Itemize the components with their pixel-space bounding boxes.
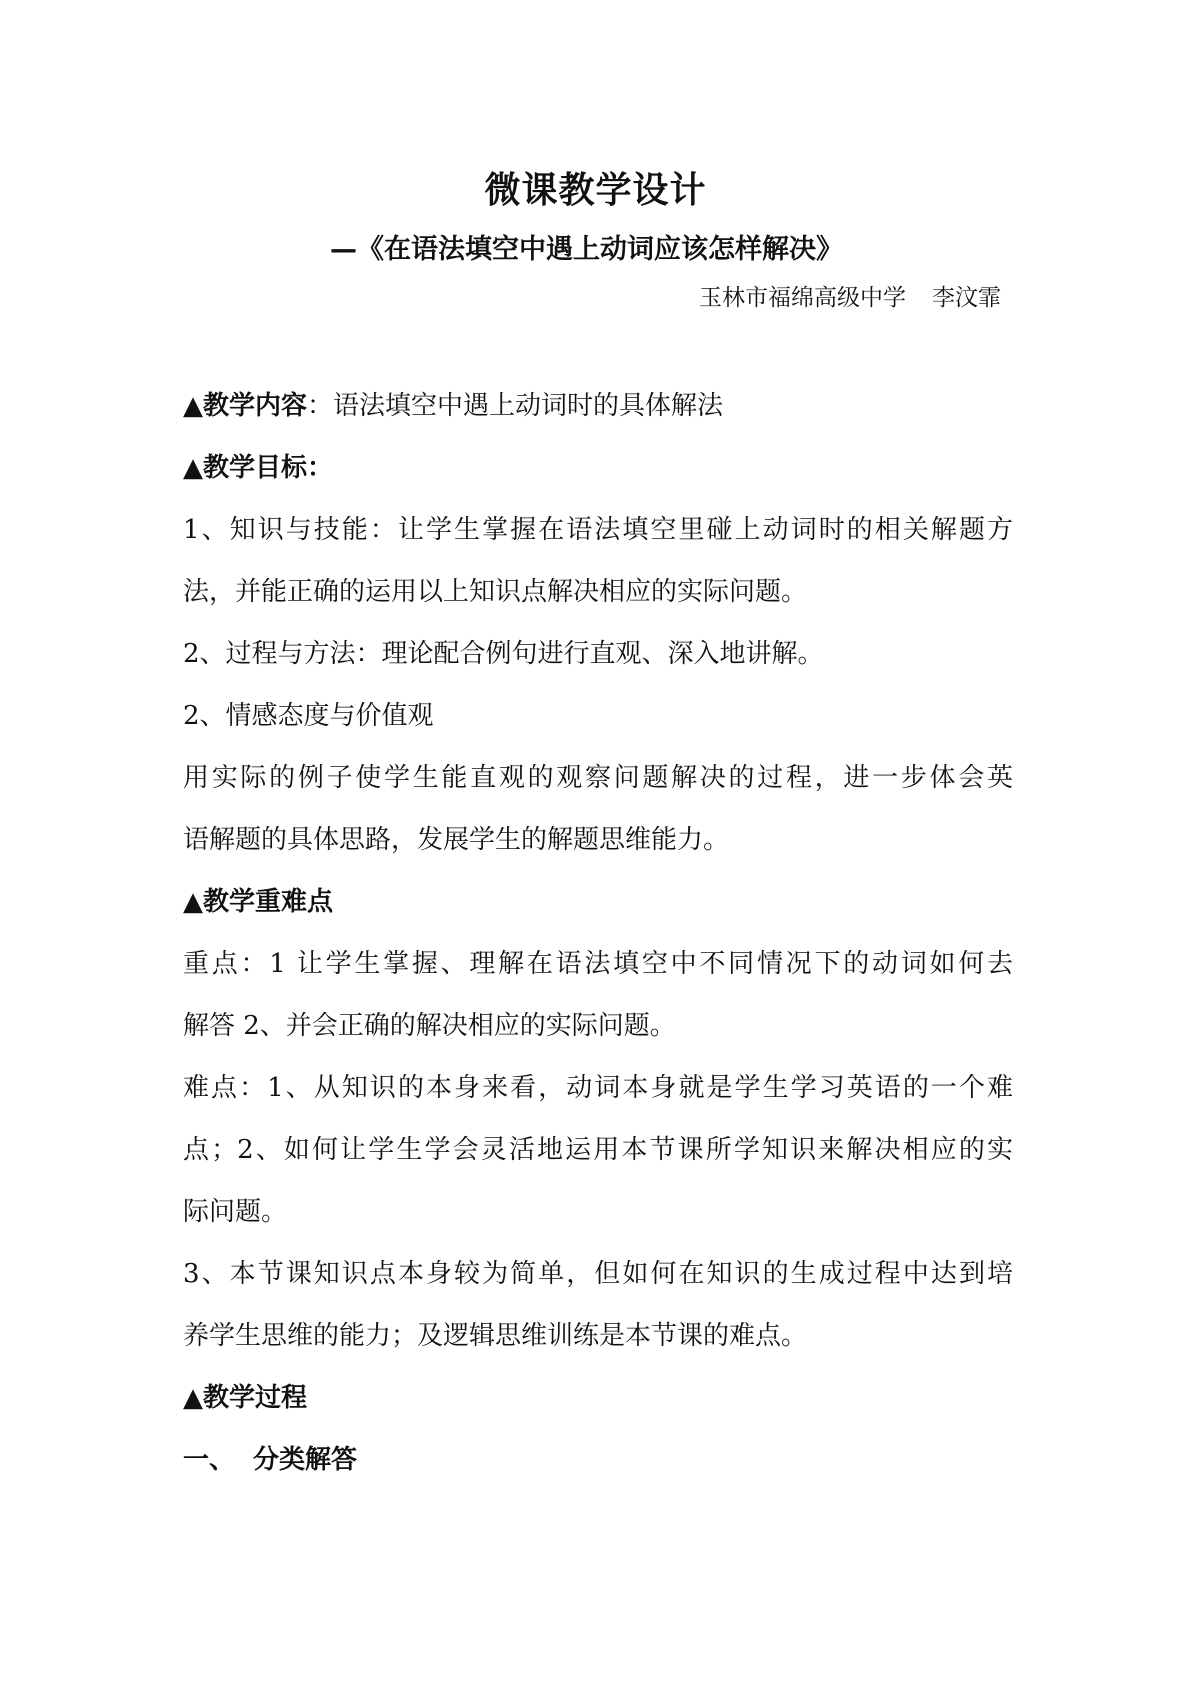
triangle-bullet-icon: ▲ <box>183 1383 203 1413</box>
teaching-content-colon: ： <box>307 391 334 421</box>
key-points-heading-line <box>183 884 1013 946</box>
key-points-heading: 教学重难点 <box>203 887 334 917</box>
triangle-bullet-icon: ▲ <box>183 887 203 917</box>
teaching-objectives-heading-line <box>183 450 1013 512</box>
process-subsection-heading-line <box>183 1442 1013 1504</box>
document-subtitle: —《在语法填空中遇上动词应该怎样解决》 <box>330 234 843 265</box>
difficulty-line-1: 难点：1、从知识的本身来看，动词本身就是学生学习英语的一个难 <box>183 1073 1013 1103</box>
teaching-process-heading: 教学过程 <box>203 1383 308 1413</box>
difficulty-line-3: 际问题。 <box>183 1197 288 1227</box>
document-body <box>183 388 1013 1504</box>
key-point-line-2: 解答 2、并会正确的解决相应的实际问题。 <box>183 1011 676 1041</box>
objective-2: 2、过程与方法：理论配合例句进行直观、深入地讲解。 <box>183 639 824 669</box>
objective-3-title: 2、情感态度与价值观 <box>183 701 434 731</box>
objective-3-line-2: 语解题的具体思路，发展学生的解题思维能力。 <box>183 825 730 855</box>
author-name: 李汶霏 <box>932 285 1001 311</box>
teaching-process-heading-line <box>183 1380 1013 1442</box>
objective-3-line-1: 用实际的例子使学生能直观的观察问题解决的过程，进一步体会英 <box>183 763 1013 793</box>
difficulty-item-3-line-2: 养学生思维的能力；及逻辑思维训练是本节课的难点。 <box>183 1321 808 1351</box>
author-school: 玉林市福绵高级中学 <box>699 285 906 311</box>
triangle-bullet-icon: ▲ <box>183 391 203 421</box>
teaching-content-line <box>183 388 1013 450</box>
objective-1-line-2: 法，并能正确的运用以上知识点解决相应的实际问题。 <box>183 577 808 607</box>
teaching-objectives-heading: 教学目标： <box>203 453 334 483</box>
subsection-heading: 分类解答 <box>253 1445 358 1475</box>
teaching-content-text: 语法填空中遇上动词时的具体解法 <box>333 391 724 421</box>
subsection-number: 一、 <box>183 1445 236 1475</box>
key-point-line-1: 重点：1 让学生掌握、理解在语法填空中不同情况下的动词如何去 <box>183 949 1013 979</box>
triangle-bullet-icon: ▲ <box>183 453 203 483</box>
author-line <box>699 282 1001 314</box>
document-title: 微课教学设计 <box>484 170 707 211</box>
objective-1-line-1: 1、知识与技能：让学生掌握在语法填空里碰上动词时的相关解题方 <box>183 515 1013 545</box>
difficulty-line-2: 点；2、如何让学生学会灵活地运用本节课所学知识来解决相应的实 <box>183 1135 1013 1165</box>
teaching-content-heading: 教学内容 <box>203 391 308 421</box>
difficulty-item-3-line-1: 3、本节课知识点本身较为简单，但如何在知识的生成过程中达到培 <box>183 1259 1013 1289</box>
